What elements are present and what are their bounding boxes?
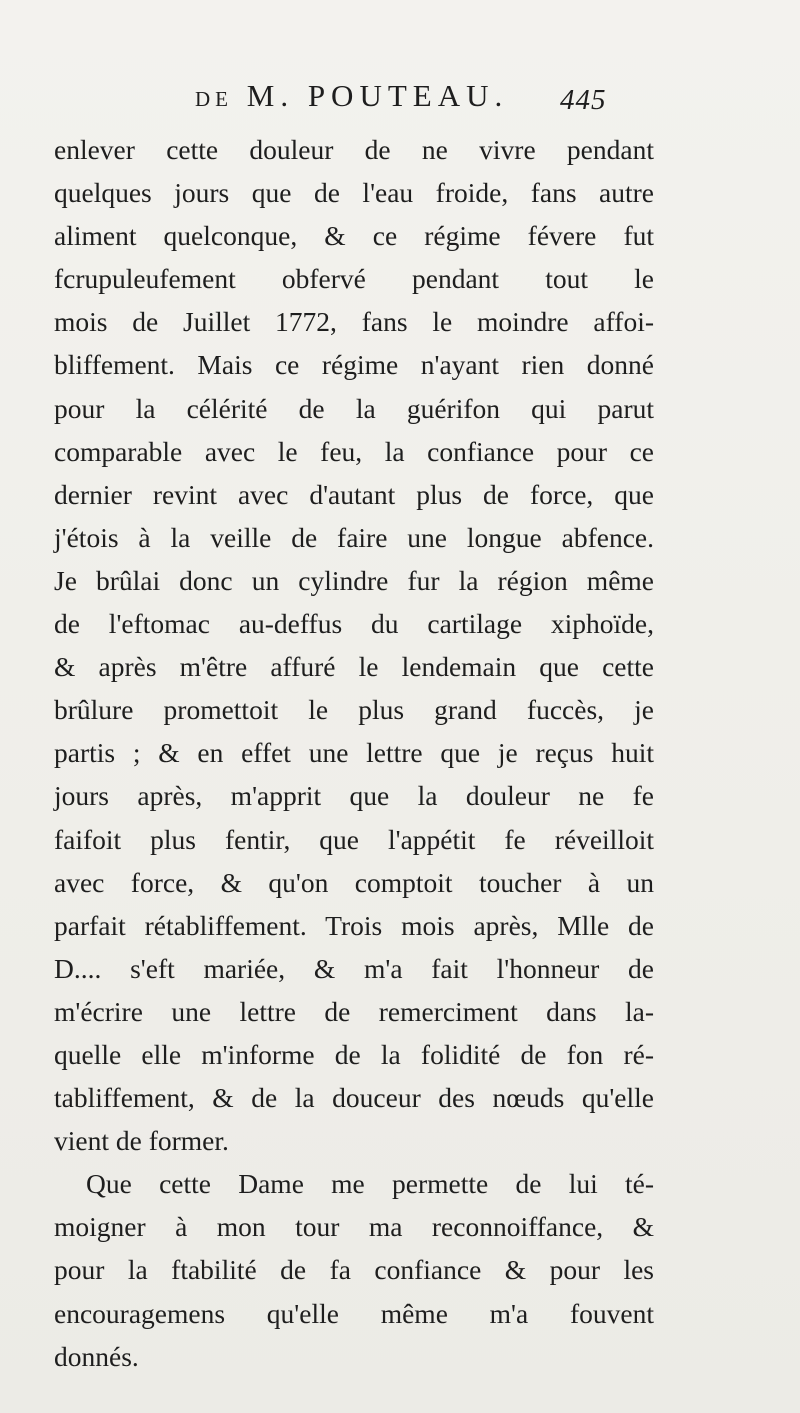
text-line: encouragemens qu'elle même m'a fouvent bbox=[54, 1297, 654, 1329]
text-line: & après m'être affuré le lendemain que cette bbox=[54, 651, 654, 683]
text-line: pour la célérité de la guérifon qui parut bbox=[54, 392, 654, 424]
text-line: pour la ftabilité de fa confiance & pour les bbox=[54, 1254, 654, 1286]
text-line: comparable avec le feu, la confiance pour ce bbox=[54, 435, 654, 467]
text-line: m'écrire une lettre de remerciment dans la- bbox=[54, 995, 654, 1027]
text-line: tabliffement, & de la douceur des nœuds qu'elle bbox=[54, 1082, 654, 1114]
text-line: j'étois à la veille de faire une longue abfence. bbox=[54, 521, 654, 553]
text-line: faifoit plus fentir, que l'appétit fe réveilloit bbox=[54, 823, 654, 855]
text-line: bliffement. Mais ce régime n'ayant rien donné bbox=[54, 349, 654, 381]
text-line: brûlure promettoit le plus grand fuccès, je bbox=[54, 694, 654, 726]
page-number: 445 bbox=[560, 84, 607, 116]
text-line: partis ; & en effet une lettre que je reçus huit bbox=[54, 737, 654, 769]
text-line: quelques jours que de l'eau froide, fans autre bbox=[54, 177, 654, 209]
text-line-paragraph-end: donnés. bbox=[54, 1340, 139, 1372]
text-line-paragraph-start: Que cette Dame me permette de lui té- bbox=[86, 1168, 654, 1200]
text-line: de l'eftomac au-deffus du cartilage xiphoïde, bbox=[54, 608, 654, 640]
text-line: jours après, m'apprit que la douleur ne fe bbox=[54, 780, 654, 812]
running-head-prefix: DE bbox=[195, 87, 233, 111]
body-text bbox=[54, 128, 654, 1378]
running-head-author: M. POUTEAU. bbox=[246, 78, 509, 113]
text-line: mois de Juillet 1772, fans le moindre affoi- bbox=[54, 306, 654, 338]
text-line: parfait rétabliffement. Trois mois après, Mlle de bbox=[54, 909, 654, 941]
text-line: D.... s'eft mariée, & m'a fait l'honneur de bbox=[54, 952, 654, 984]
text-line: aliment quelconque, & ce régime févere fut bbox=[54, 220, 654, 252]
text-line: fcrupuleufement obfervé pendant tout le bbox=[54, 263, 654, 295]
text-line: avec force, & qu'on comptoit toucher à un bbox=[54, 866, 654, 898]
text-line: dernier revint avec d'autant plus de force, que bbox=[54, 478, 654, 510]
running-head bbox=[0, 78, 800, 118]
text-line-paragraph-end: vient de former. bbox=[54, 1125, 229, 1157]
text-line: quelle elle m'informe de la folidité de fon ré- bbox=[54, 1038, 654, 1070]
running-head-title bbox=[195, 78, 508, 114]
text-line: moigner à mon tour ma reconnoiffance, & bbox=[54, 1211, 654, 1243]
text-line: Je brûlai donc un cylindre fur la région même bbox=[54, 564, 654, 596]
text-line: enlever cette douleur de ne vivre pendant bbox=[54, 134, 654, 165]
